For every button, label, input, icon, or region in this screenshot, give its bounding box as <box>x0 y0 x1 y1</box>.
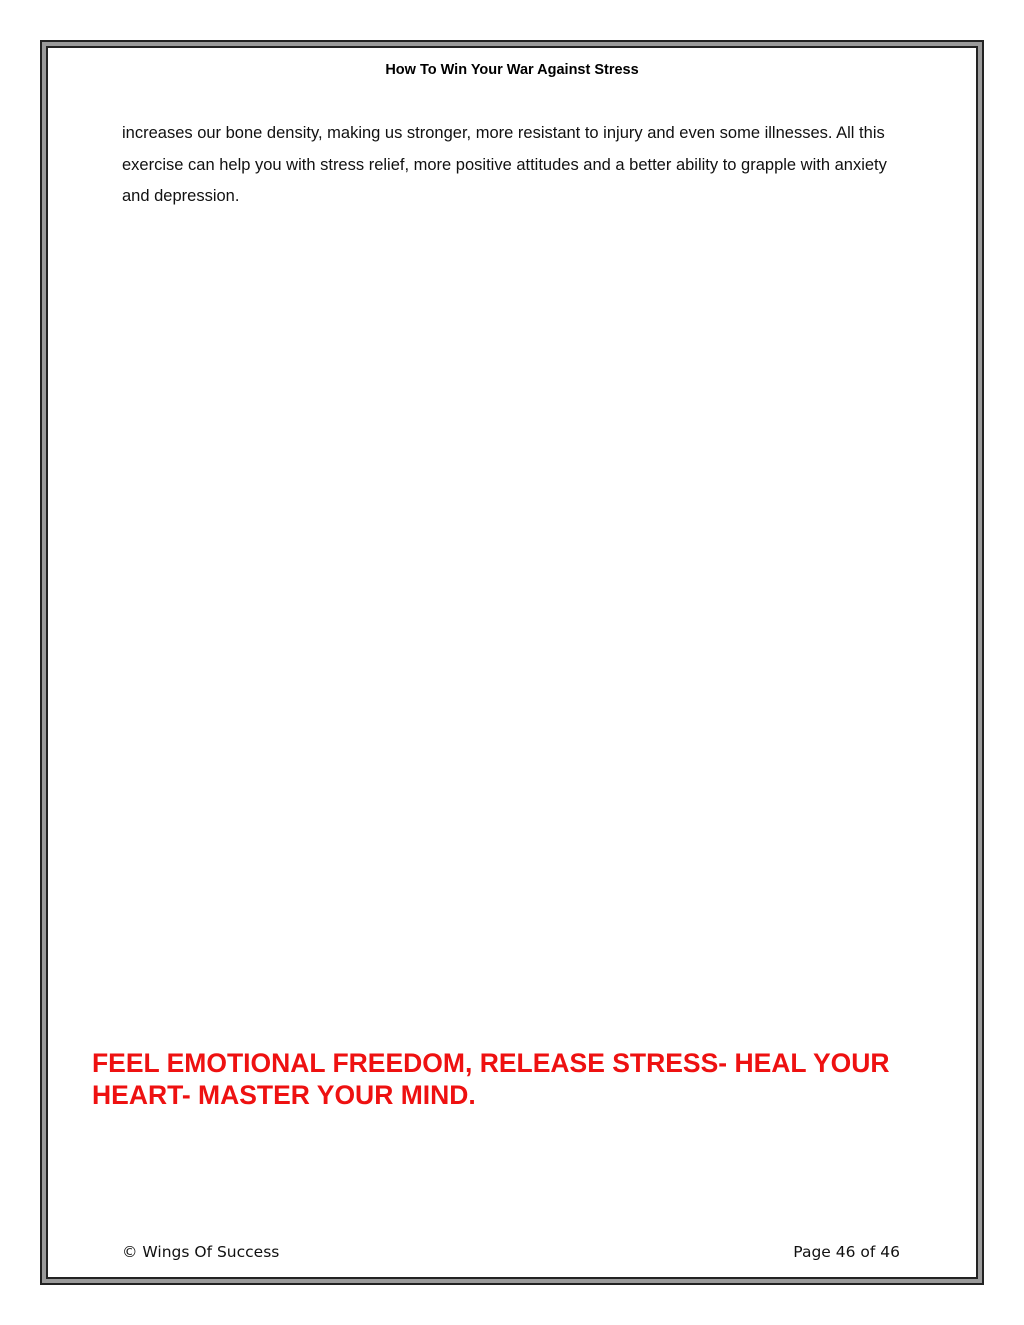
promo-headline-link[interactable]: FEEL EMOTIONAL FREEDOM, RELEASE STRESS- HEAL YOUR HEART- MASTER YOUR MIND. <box>92 1048 890 1110</box>
footer-copyright: © Wings Of Success <box>122 1243 280 1261</box>
page-border-inner <box>46 46 978 1279</box>
body-text <box>122 118 912 213</box>
page-border-outer <box>40 40 984 1285</box>
footer-page-number: Page 46 of 46 <box>793 1243 900 1261</box>
body-paragraph: increases our bone density, making us stronger, more resistant to injury and even some illnesses. All this exercise can help you with stress relief, more positive attitudes and a better ability to grapple with anxiety and depression. <box>122 124 887 205</box>
running-header-title: How To Win Your War Against Stress <box>385 62 639 78</box>
